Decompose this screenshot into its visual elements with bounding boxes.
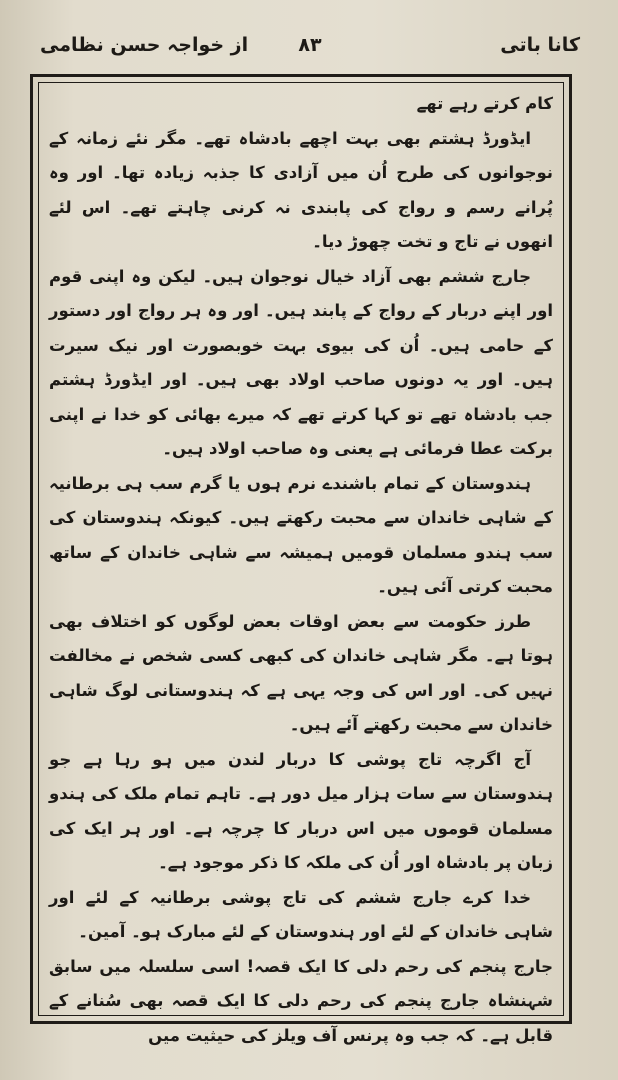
page-border [30,74,572,1045]
body-text [49,87,553,1045]
running-title-left: از خواجہ حسن نظامی [40,34,249,56]
paragraph: آج اگرچہ تاج پوشی کا دربار لندن میں ہو رہا ہے جو ہندوستان سے سات ہزار میل دور ہے۔ تاہم تمام ملک کی ہندو مسلمان قوموں میں اس دربار کا چرچہ ہے۔ اور ہر ایک کی زبان پر بادشاہ اور اُن کی ملکہ کا ذکر موجود ہے۔ [49,749,553,872]
paragraph: کام کرتے رہے تھے [416,94,553,113]
paragraph: ہندوستان کے تمام باشندے نرم ہوں یا گرم سب ہی برطانیہ کے شاہی خاندان سے محبت رکھتے ہیں۔ کیونکہ ہندوستان کی سب ہندو مسلمان قومیں ہمیشہ سے شاہی خاندان کے ساتھ محبت کرتی آئی ہیں۔ [49,473,553,596]
page-header [40,28,580,68]
paragraph: جارج پنجم کی رحم دلی کا ایک قصہ! اسی سلسلہ میں سابق شہنشاہ جارج پنجم کی رحم دلی کا ایک قصہ بھی سُنانے کے قابل ہے۔ کہ جب وہ پرنس آف ویلز کی حیثیت میں [49,956,553,1045]
paragraph: طرز حکومت سے بعض اوقات بعض لوگوں کو اختلاف بھی ہوتا ہے۔ مگر شاہی خاندان کی کبھی کسی شخص نے مخالفت نہیں کی۔ اور اس کی وجہ یہی ہے کہ ہندوستانی لوگ شاہی خاندان سے محبت رکھتے آئے ہیں۔ [49,611,553,734]
page-number: ۸۳ [298,34,322,56]
paragraph: ایڈورڈ ہشتم بھی بہت اچھے بادشاہ تھے۔ مگر نئے زمانہ کے نوجوانوں کی طرح اُن میں آزادی کا جذبہ زیادہ تھا۔ اور وہ پُرانے رسم و رواج کی پابندی نہ کرنی چاہتے تھے۔ اس لئے انھوں نے تاج و تخت چھوڑ دیا۔ [49,128,553,251]
running-title-right: کانا باتی [500,34,580,56]
paragraph: جارج ششم بھی آزاد خیال نوجوان ہیں۔ لیکن وہ اپنی قوم اور اپنے دربار کے رواج کے پابند ہیں۔ اور وہ ہر رواج اور دستور کے حامی ہیں۔ اُن کی بیوی بہت خوبصورت اور نیک سیرت ہیں۔ اور یہ دونوں صاحب اولاد بھی ہیں۔ اور ایڈورڈ ہشتم جب بادشاہ تھے تو کہا کرتے تھے کہ میرے بھائی کو خدا نے اپنی برکت عطا فرمائی ہے یعنی وہ صاحب اولاد ہیں۔ [49,266,553,458]
paragraph: خدا کرے جارج ششم کی تاج پوشی برطانیہ کے لئے اور شاہی خاندان کے لئے اور ہندوستان کے لئے مبارک ہو۔ آمین۔ [49,887,553,941]
